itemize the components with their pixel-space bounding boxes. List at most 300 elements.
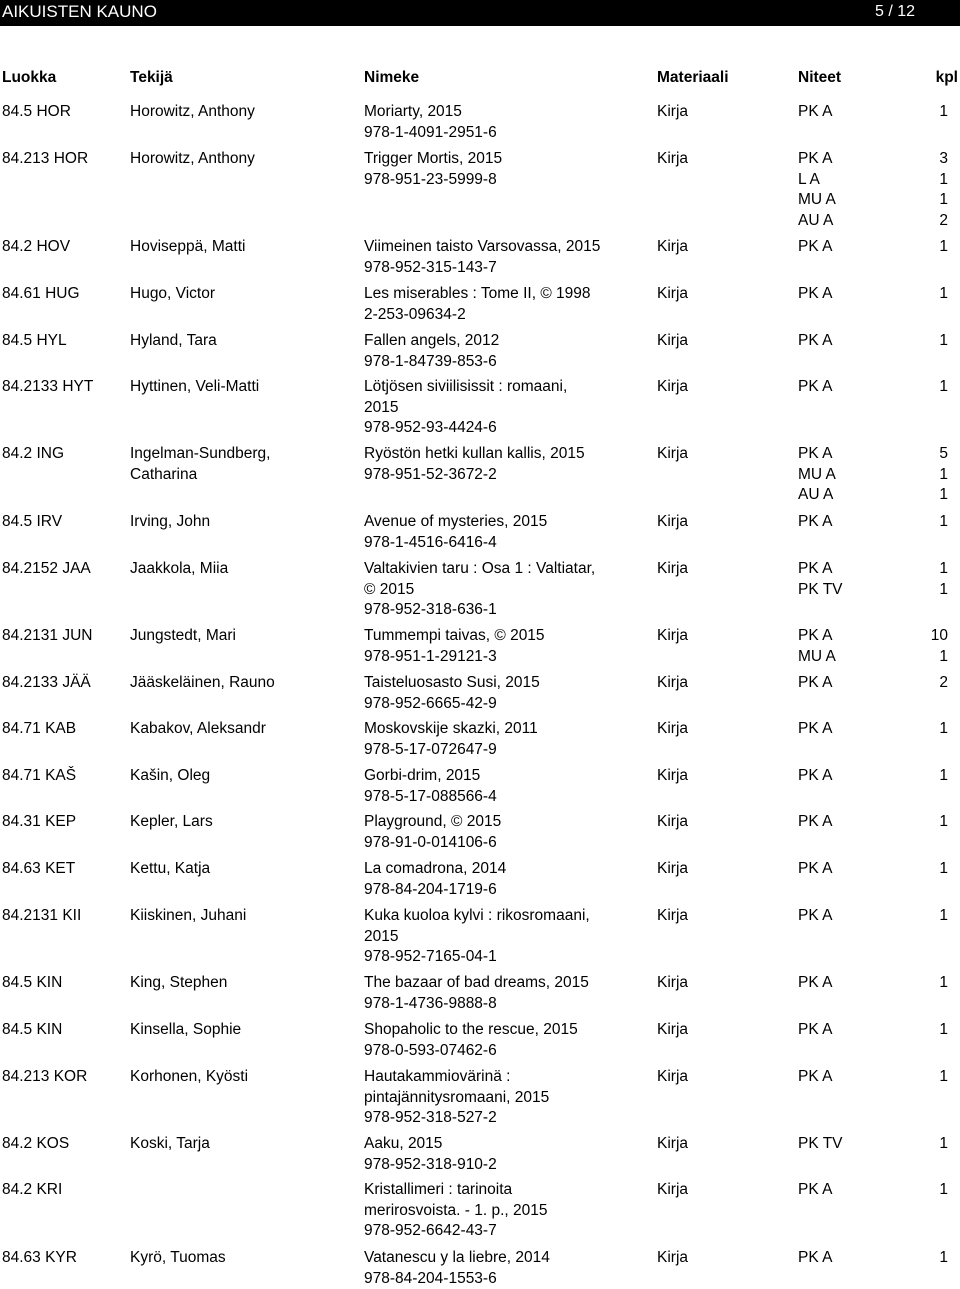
classification-line: 84.2 KOS xyxy=(2,1135,70,1152)
classification-line: 84.2 KRI xyxy=(2,1181,63,1198)
copy-count-line: 1 xyxy=(939,647,948,665)
copy-count xyxy=(910,1020,948,1041)
location xyxy=(798,237,832,258)
location xyxy=(798,559,843,600)
copy-count-line: 1 xyxy=(939,486,948,504)
copy-count-line: 2 xyxy=(939,211,948,229)
column-header-material: Materiaali xyxy=(657,69,729,86)
copy-count xyxy=(910,512,948,533)
location-line: PK A xyxy=(798,1021,833,1038)
author-line: Jääskeläinen, Rauno xyxy=(130,674,275,691)
copy-count xyxy=(910,766,948,787)
title xyxy=(364,1180,548,1242)
author xyxy=(130,377,259,398)
location xyxy=(798,102,832,123)
material-line: Kirja xyxy=(657,560,689,577)
material-line: Kirja xyxy=(657,1021,689,1038)
copy-count xyxy=(910,559,948,600)
material-line: Kirja xyxy=(657,238,689,255)
title-line: Tummempi taivas, © 2015 xyxy=(364,627,545,644)
title xyxy=(364,1067,549,1129)
location-line: PK A xyxy=(798,560,833,577)
location xyxy=(798,673,832,694)
title xyxy=(364,284,591,325)
author xyxy=(130,1134,210,1155)
column-header-class: Luokka xyxy=(2,69,57,86)
classification-line: 84.213 KOR xyxy=(2,1068,88,1085)
location xyxy=(798,149,836,231)
title xyxy=(364,1248,550,1289)
material xyxy=(657,1248,688,1269)
location-line: PK A xyxy=(798,674,833,691)
location-line: PK A xyxy=(798,767,833,784)
copy-count xyxy=(910,859,948,880)
copy-count-line: 1 xyxy=(939,720,948,737)
copy-count-line: 5 xyxy=(939,445,948,462)
material xyxy=(657,377,688,398)
classification-line: 84.2131 KII xyxy=(2,907,82,924)
title-line: 978-1-4516-6416-4 xyxy=(364,533,497,551)
author-line: King, Stephen xyxy=(130,974,228,991)
title-line: 2-253-09634-2 xyxy=(364,305,466,323)
classification xyxy=(2,237,70,258)
material-line: Kirja xyxy=(657,445,689,462)
author-line: Irving, John xyxy=(130,513,211,530)
title-line: 978-952-318-910-2 xyxy=(364,1155,497,1173)
location-line: PK A xyxy=(798,813,833,830)
material xyxy=(657,719,688,740)
copy-count xyxy=(910,906,948,927)
copy-count xyxy=(910,102,948,123)
title-line: 978-84-204-1719-6 xyxy=(364,880,497,898)
copy-count xyxy=(910,973,948,994)
material xyxy=(657,766,688,787)
title-line: Kristallimeri : tarinoita xyxy=(364,1181,513,1198)
title-line: Ryöstön hetki kullan kallis, 2015 xyxy=(364,445,585,462)
author xyxy=(130,444,270,485)
copy-count-line: 1 xyxy=(939,1135,948,1152)
material-line: Kirja xyxy=(657,332,689,349)
material-line: Kirja xyxy=(657,813,689,830)
location-line: PK A xyxy=(798,974,833,991)
title xyxy=(364,973,589,1014)
copy-count xyxy=(910,812,948,833)
location xyxy=(798,906,832,927)
material-line: Kirja xyxy=(657,974,689,991)
location-line: PK A xyxy=(798,720,833,737)
material-line: Kirja xyxy=(657,103,689,120)
author xyxy=(130,149,255,170)
location xyxy=(798,626,836,667)
author-line: Hyttinen, Veli-Matti xyxy=(130,378,260,395)
copy-count-line: 1 xyxy=(939,560,948,577)
title-line: Trigger Mortis, 2015 xyxy=(364,150,503,167)
title-line: merirosvoista. - 1. p., 2015 xyxy=(364,1201,548,1219)
title xyxy=(364,859,506,900)
location xyxy=(798,766,832,787)
classification xyxy=(2,859,75,880)
location-line: PK A xyxy=(798,285,833,302)
copy-count xyxy=(910,149,948,231)
classification-line: 84.63 KYR xyxy=(2,1249,77,1266)
author xyxy=(130,1248,226,1269)
classification xyxy=(2,512,62,533)
title-line: Moskovskije skazki, 2011 xyxy=(364,720,538,737)
classification-line: 84.2 HOV xyxy=(2,238,71,255)
title-line: 978-952-315-143-7 xyxy=(364,258,497,276)
title-line: La comadrona, 2014 xyxy=(364,860,507,877)
author xyxy=(130,1020,241,1041)
location-line: MU A xyxy=(798,647,836,665)
material-line: Kirja xyxy=(657,860,689,877)
author xyxy=(130,626,236,647)
copy-count xyxy=(910,377,948,398)
material xyxy=(657,284,688,305)
title-line: 978-1-84739-853-6 xyxy=(364,352,497,370)
author-line: Catharina xyxy=(130,465,198,483)
classification xyxy=(2,444,64,465)
material-line: Kirja xyxy=(657,907,689,924)
copy-count xyxy=(910,444,948,506)
copy-count-line: 1 xyxy=(939,103,948,120)
copy-count-line: 1 xyxy=(939,513,948,530)
title-line: 978-952-318-527-2 xyxy=(364,1109,497,1127)
material xyxy=(657,559,688,580)
author-line: Ingelman-Sundberg, xyxy=(130,445,271,462)
author-line: Korhonen, Kyösti xyxy=(130,1068,249,1085)
title-line: Taisteluosasto Susi, 2015 xyxy=(364,674,540,691)
author xyxy=(130,766,210,787)
material-line: Kirja xyxy=(657,1135,689,1152)
material xyxy=(657,906,688,927)
copy-count-line: 1 xyxy=(939,170,948,188)
classification xyxy=(2,973,62,994)
location xyxy=(798,1067,832,1088)
author-line: Kettu, Katja xyxy=(130,860,211,877)
material xyxy=(657,812,688,833)
title-line: Kuka kuoloa kylvi : rikosromaani, xyxy=(364,907,590,924)
classification xyxy=(2,1248,77,1269)
location xyxy=(798,812,832,833)
copy-count-line: 1 xyxy=(939,860,948,877)
location xyxy=(798,284,832,305)
column-header-count: kpl xyxy=(935,69,958,86)
title-line: 978-5-17-072647-9 xyxy=(364,740,497,758)
classification xyxy=(2,719,76,740)
title-line: Valtakivien taru : Osa 1 : Valtiatar, xyxy=(364,560,596,577)
location xyxy=(798,1134,843,1155)
material-line: Kirja xyxy=(657,1181,689,1198)
location-line: PK A xyxy=(798,1249,833,1266)
material xyxy=(657,1067,688,1088)
classification xyxy=(2,377,93,398)
author-line: Horowitz, Anthony xyxy=(130,103,255,120)
copy-count-line: 1 xyxy=(939,191,948,209)
location xyxy=(798,973,832,994)
copy-count-line: 1 xyxy=(939,767,948,784)
material-line: Kirja xyxy=(657,1249,689,1266)
column-header-author: Tekijä xyxy=(130,69,173,86)
material xyxy=(657,1020,688,1041)
copy-count xyxy=(910,284,948,305)
copy-count xyxy=(910,1134,948,1155)
author-line: Koski, Tarja xyxy=(130,1135,210,1152)
author-line: Kepler, Lars xyxy=(130,813,213,830)
location-line: AU A xyxy=(798,211,834,229)
title-line: 978-952-6642-43-7 xyxy=(364,1222,497,1240)
classification-line: 84.31 KEP xyxy=(2,813,77,830)
material xyxy=(657,331,688,352)
title-line: 978-1-4736-9888-8 xyxy=(364,994,497,1012)
classification-line: 84.2131 JUN xyxy=(2,627,93,644)
title xyxy=(364,377,567,439)
classification xyxy=(2,1020,62,1041)
author-line: Kiiskinen, Juhani xyxy=(130,907,247,924)
classification xyxy=(2,559,91,580)
title xyxy=(364,812,501,853)
title-line: 978-0-593-07462-6 xyxy=(364,1041,497,1059)
material-line: Kirja xyxy=(657,674,689,691)
title-line: Fallen angels, 2012 xyxy=(364,332,500,349)
author-line: Hugo, Victor xyxy=(130,285,216,302)
copy-count-line: 1 xyxy=(939,974,948,991)
classification xyxy=(2,626,92,647)
location xyxy=(798,1020,832,1041)
location-line: PK A xyxy=(798,332,833,349)
title xyxy=(364,444,585,485)
location-line: PK A xyxy=(798,445,833,462)
title-line: Aaku, 2015 xyxy=(364,1135,443,1152)
copy-count-line: 1 xyxy=(939,580,948,598)
location-line: PK A xyxy=(798,627,833,644)
classification-line: 84.2133 JÄÄ xyxy=(2,674,91,691)
classification xyxy=(2,673,91,694)
material xyxy=(657,1180,688,1201)
title-line: 978-951-1-29121-3 xyxy=(364,647,497,665)
title-line: Gorbi-drim, 2015 xyxy=(364,767,481,784)
location-line: PK A xyxy=(798,907,833,924)
material-line: Kirja xyxy=(657,1068,689,1085)
copy-count-line: 1 xyxy=(939,332,948,349)
title-line: Les miserables : Tome II, © 1998 xyxy=(364,285,591,302)
title xyxy=(364,906,590,968)
author xyxy=(130,673,275,694)
material xyxy=(657,102,688,123)
title-line: Avenue of mysteries, 2015 xyxy=(364,513,548,530)
title-line: 978-952-6665-42-9 xyxy=(364,694,497,712)
title-line: 978-952-7165-04-1 xyxy=(364,948,497,966)
material-line: Kirja xyxy=(657,513,689,530)
author xyxy=(130,812,213,833)
classification-line: 84.63 KET xyxy=(2,860,76,877)
copy-count xyxy=(910,331,948,352)
classification xyxy=(2,149,88,170)
material xyxy=(657,444,688,465)
location-line: AU A xyxy=(798,486,834,504)
copy-count-line: 1 xyxy=(939,1068,948,1085)
author xyxy=(130,906,246,927)
title-line: 978-951-52-3672-2 xyxy=(364,465,497,483)
material xyxy=(657,512,688,533)
material-line: Kirja xyxy=(657,720,689,737)
material-line: Kirja xyxy=(657,285,689,302)
title-line: The bazaar of bad dreams, 2015 xyxy=(364,974,589,991)
location xyxy=(798,512,832,533)
title xyxy=(364,149,502,190)
author xyxy=(130,559,228,580)
location-line: PK A xyxy=(798,1068,833,1085)
classification xyxy=(2,906,81,927)
author xyxy=(130,973,227,994)
classification-line: 84.213 HOR xyxy=(2,150,89,167)
classification-line: 84.61 HUG xyxy=(2,285,80,302)
title-line: Playground, © 2015 xyxy=(364,813,502,830)
title-line: 978-5-17-088566-4 xyxy=(364,787,497,805)
classification-line: 84.71 KAB xyxy=(2,720,77,737)
author-line: Kinsella, Sophie xyxy=(130,1021,242,1038)
location-line: PK A xyxy=(798,1181,833,1198)
copy-count-line: 10 xyxy=(930,627,948,644)
author xyxy=(130,331,217,352)
location-line: PK A xyxy=(798,378,833,395)
classification-line: 84.5 KIN xyxy=(2,974,63,991)
title-line: Lötjösen siviilisissit : romaani, xyxy=(364,378,568,395)
material xyxy=(657,673,688,694)
title-line: Moriarty, 2015 xyxy=(364,103,462,120)
page-number: 5 / 12 xyxy=(874,3,915,20)
title-line: Shopaholic to the rescue, 2015 xyxy=(364,1021,578,1038)
classification xyxy=(2,1180,62,1201)
location xyxy=(798,1248,832,1269)
author-line: Kabakov, Aleksandr xyxy=(130,720,266,737)
copy-count-line: 1 xyxy=(939,1249,948,1266)
location xyxy=(798,331,832,352)
author-line: Kašin, Oleg xyxy=(130,767,211,784)
material-line: Kirja xyxy=(657,378,689,395)
material xyxy=(657,626,688,647)
classification xyxy=(2,284,80,305)
document-title: AIKUISTEN KAUNO xyxy=(2,2,157,21)
copy-count-line: 1 xyxy=(939,378,948,395)
title xyxy=(364,237,600,278)
copy-count-line: 1 xyxy=(939,1021,948,1038)
author xyxy=(130,719,266,740)
copy-count xyxy=(910,673,948,694)
material xyxy=(657,1134,688,1155)
classification xyxy=(2,102,71,123)
title xyxy=(364,331,499,372)
copy-count-line: 1 xyxy=(939,1181,948,1198)
classification xyxy=(2,766,76,787)
author-line: Horowitz, Anthony xyxy=(130,150,255,167)
title xyxy=(364,559,595,621)
location-line: PK A xyxy=(798,238,833,255)
location-line: PK A xyxy=(798,150,833,167)
title-line: pintajännitysromaani, 2015 xyxy=(364,1088,550,1106)
column-header-notes: Niteet xyxy=(798,69,842,86)
classification-line: 84.5 KIN xyxy=(2,1021,63,1038)
title-line: 2015 xyxy=(364,398,399,416)
material xyxy=(657,149,688,170)
copy-count-line: 1 xyxy=(939,238,948,255)
classification-line: 84.5 HOR xyxy=(2,103,71,120)
title xyxy=(364,102,497,143)
classification-line: 84.71 KAŠ xyxy=(2,767,77,784)
title xyxy=(364,626,545,667)
classification xyxy=(2,331,67,352)
material xyxy=(657,237,688,258)
author-line: Jungstedt, Mari xyxy=(130,627,236,644)
classification-line: 84.2133 HYT xyxy=(2,378,94,395)
title xyxy=(364,719,538,760)
location-line: PK A xyxy=(798,860,833,877)
copy-count-line: 1 xyxy=(939,907,948,924)
author-line: Hoviseppä, Matti xyxy=(130,238,246,255)
title-line: 978-952-93-4424-6 xyxy=(364,419,497,437)
material-line: Kirja xyxy=(657,767,689,784)
title-line: Vatanescu y la liebre, 2014 xyxy=(364,1249,550,1266)
author xyxy=(130,284,215,305)
location-line: MU A xyxy=(798,465,836,483)
title-line: Viimeinen taisto Varsovassa, 2015 xyxy=(364,238,601,255)
author xyxy=(130,859,210,880)
location-line: PK TV xyxy=(798,580,843,598)
column-header-title: Nimeke xyxy=(364,69,420,86)
title xyxy=(364,673,540,714)
title-line: 978-84-204-1553-6 xyxy=(364,1269,497,1287)
copy-count-line: 2 xyxy=(939,674,948,691)
classification-line: 84.2152 JAA xyxy=(2,560,91,577)
copy-count xyxy=(910,626,948,667)
copy-count xyxy=(910,719,948,740)
author xyxy=(130,102,255,123)
page-header xyxy=(0,0,960,26)
title-line: 2015 xyxy=(364,927,399,945)
title xyxy=(364,1134,497,1175)
author-line: Jaakkola, Miia xyxy=(130,560,229,577)
copy-count-line: 1 xyxy=(939,813,948,830)
title-line: © 2015 xyxy=(364,580,415,598)
location xyxy=(798,377,832,398)
location-line: PK A xyxy=(798,513,833,530)
title xyxy=(364,512,547,553)
classification-line: 84.5 IRV xyxy=(2,513,63,530)
author xyxy=(130,512,210,533)
location-line: MU A xyxy=(798,191,836,209)
location-line: PK TV xyxy=(798,1135,843,1152)
location xyxy=(798,859,832,880)
material xyxy=(657,973,688,994)
classification xyxy=(2,1134,69,1155)
author xyxy=(130,237,245,258)
title xyxy=(364,1020,578,1061)
location xyxy=(798,719,832,740)
material xyxy=(657,859,688,880)
material-line: Kirja xyxy=(657,627,689,644)
copy-count xyxy=(910,1180,948,1201)
title-line: 978-91-0-014106-6 xyxy=(364,833,497,851)
copy-count-line: 1 xyxy=(939,465,948,483)
classification-line: 84.5 HYL xyxy=(2,332,67,349)
copy-count-line: 3 xyxy=(939,150,948,167)
title-line: Hautakammiovärinä : xyxy=(364,1068,511,1085)
title-line: 978-1-4091-2951-6 xyxy=(364,123,497,141)
material-line: Kirja xyxy=(657,150,689,167)
location xyxy=(798,444,836,506)
copy-count xyxy=(910,237,948,258)
classification xyxy=(2,1067,87,1088)
copy-count xyxy=(910,1248,948,1269)
